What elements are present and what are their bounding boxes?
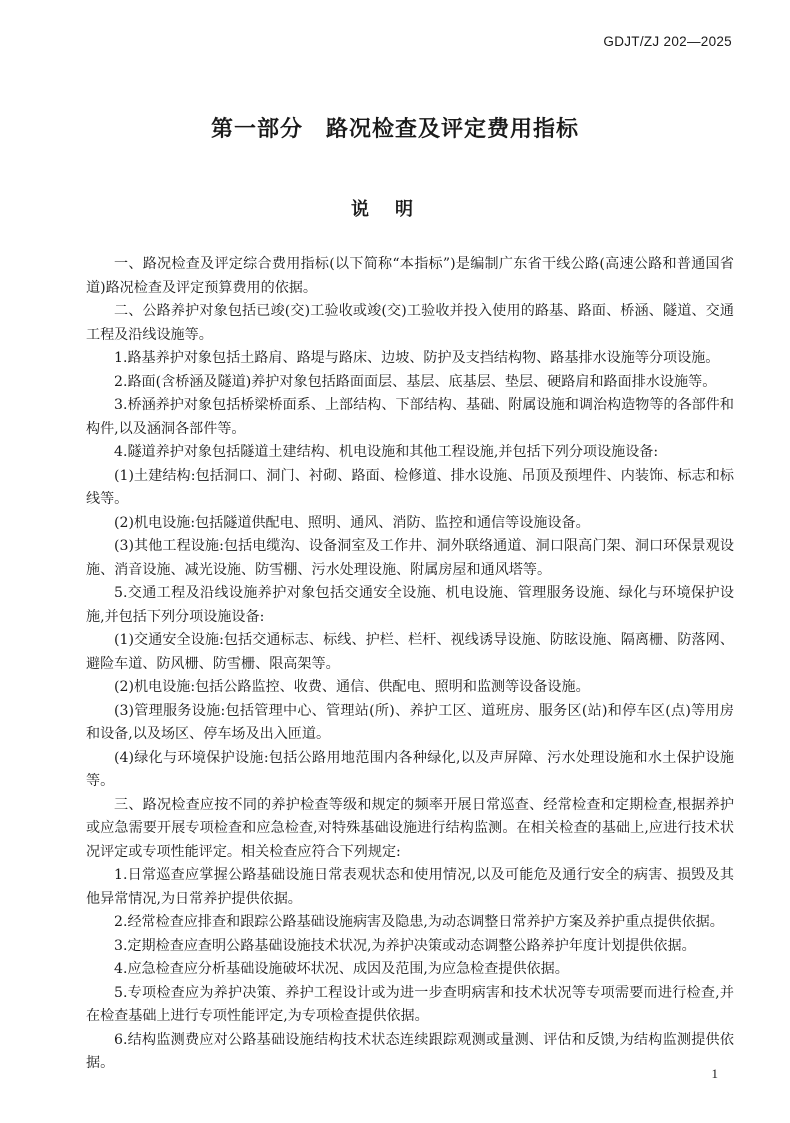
page-number: 1: [711, 1066, 718, 1081]
part-title: 第一部分 路况检查及评定费用指标: [210, 117, 579, 142]
paragraph: (3)其他工程设施:包括电缆沟、设备洞室及工作井、洞外联络通道、洞口限高门架、洞口环保景观设施、消音设施、减光设施、防雪棚、污水处理设施、附属房屋和通风塔等。: [86, 538, 734, 578]
paragraph: 一、路况检查及评定综合费用指标(以下简称“本指标”)是编制广东省干线公路(高速公路和普通国省道)路况检查及评定预算费用的依据。: [86, 256, 734, 296]
section-title: 说明: [351, 199, 439, 220]
paragraph: (1)土建结构:包括洞口、洞门、衬砌、路面、检修道、排水设施、吊顶及预埋件、内装饰、标志和标线等。: [86, 467, 734, 507]
explanation-body: [86, 253, 734, 1076]
standard-code: GDJT/ZJ 202—2025: [603, 34, 732, 49]
paragraph: 二、公路养护对象包括已竣(交)工验收或竣(交)工验收并投入使用的路基、路面、桥涵、隧道、交通工程及沿线设施等。: [86, 303, 734, 343]
paragraph: 1.日常巡查应掌握公路基础设施日常表观状态和使用情况,以及可能危及通行安全的病害、损毁及其他异常情况,为日常养护提供依据。: [86, 867, 734, 907]
paragraph: (4)绿化与环境保护设施:包括公路用地范围内各种绿化,以及声屏障、污水处理设施和水土保护设施等。: [86, 749, 734, 789]
paragraph: 6.结构监测费应对公路基础设施结构技术状态连续跟踪观测或量测、评估和反馈,为结构监测提供依据。: [86, 1031, 734, 1071]
paragraph: 5.交通工程及沿线设施养护对象包括交通安全设施、机电设施、管理服务设施、绿化与环境保护设施,并包括下列分项设施设备:: [86, 585, 734, 625]
paragraph: (2)机电设施:包括隧道供配电、照明、通风、消防、监控和通信等设施设备。: [114, 514, 590, 531]
paragraph: 3.定期检查应查明公路基础设施技术状况,为养护决策或动态调整公路养护年度计划提供依据。: [114, 937, 696, 954]
paragraph: (2)机电设施:包括公路监控、收费、通信、供配电、照明和监测等设备设施。: [114, 679, 590, 695]
paragraph: 5.专项检查应为养护决策、养护工程设计或为进一步查明病害和技术状况等专项需要而进行检查,并在检查基础上进行专项性能评定,为专项检查提供依据。: [86, 984, 734, 1024]
paragraph: 2.经常检查应排查和跟踪公路基础设施病害及隐患,为动态调整日常养护方案及养护重点提供依据。: [114, 914, 724, 930]
paragraph: 3.桥涵养护对象包括桥梁桥面系、上部结构、下部结构、基础、附属设施和调治构造物等的各部件和构件,以及涵洞各部件等。: [86, 397, 734, 437]
paragraph: 1.路基养护对象包括土路肩、路堤与路床、边坡、防护及支挡结构物、路基排水设施等分项设施。: [114, 350, 720, 366]
paragraph: (1)交通安全设施:包括交通标志、标线、护栏、栏杆、视线诱导设施、防眩设施、隔离栅、防落网、避险车道、防风栅、防雪栅、限高架等。: [86, 632, 734, 672]
paragraph: 4.隧道养护对象包括隧道土建结构、机电设施和其他工程设施,并包括下列分项设施设备:: [114, 444, 659, 460]
paragraph: 三、路况检查应按不同的养护检查等级和规定的频率开展日常巡查、经常检查和定期检查,根据养护或应急需要开展专项检查和应急检查,对特殊基础设施进行结构监测。在相关检查的基础上,应进行技术状况评定或专项性能评定。相关检查应符合下列规定:: [86, 796, 734, 860]
paragraph: (3)管理服务设施:包括管理中心、管理站(所)、养护工区、道班房、服务区(站)和停车区(点)等用房和设备,以及场区、停车场及出入匝道。: [86, 702, 734, 742]
paragraph: 4.应急检查应分析基础设施破坏状况、成因及范围,为应急检查提供依据。: [114, 961, 569, 977]
paragraph: 2.路面(含桥涵及隧道)养护对象包括路面面层、基层、底基层、垫层、硬路肩和路面排水设施等。: [114, 373, 717, 390]
